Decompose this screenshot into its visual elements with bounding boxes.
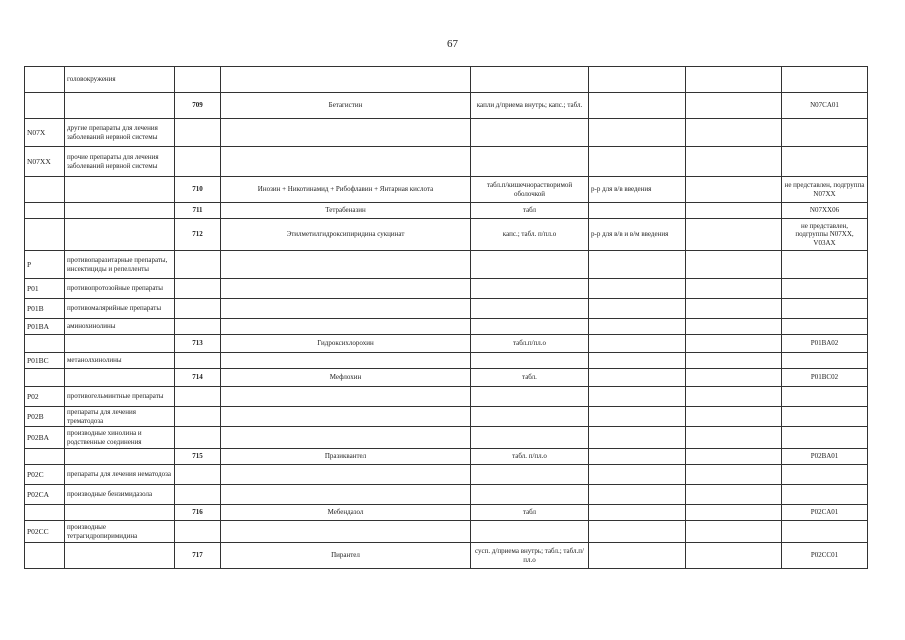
injection-form	[589, 465, 686, 485]
table-row	[25, 279, 868, 299]
group-name	[65, 369, 175, 387]
atc-code: P02CC01	[782, 543, 868, 569]
atc-group-code	[25, 369, 65, 387]
table-row	[25, 177, 868, 203]
table-row	[25, 387, 868, 407]
atc-group-code	[25, 335, 65, 353]
table-row	[25, 67, 868, 93]
dosage-form	[471, 353, 589, 369]
item-number: 716	[175, 505, 221, 521]
extra-cell	[686, 147, 782, 177]
drug-name	[221, 353, 471, 369]
drug-name	[221, 387, 471, 407]
dosage-form: табл	[471, 203, 589, 219]
atc-group-code	[25, 449, 65, 465]
extra-cell	[686, 177, 782, 203]
item-number	[175, 387, 221, 407]
item-number	[175, 67, 221, 93]
drug-name: Пирантел	[221, 543, 471, 569]
drug-name	[221, 427, 471, 449]
injection-form	[589, 387, 686, 407]
table-row	[25, 119, 868, 147]
atc-code	[782, 319, 868, 335]
dosage-form	[471, 299, 589, 319]
injection-form	[589, 427, 686, 449]
injection-form	[589, 505, 686, 521]
extra-cell	[686, 219, 782, 251]
atc-group-code: P	[25, 251, 65, 279]
atc-group-code: P02C	[25, 465, 65, 485]
drug-name: Инозин + Никотинамид + Рибофлавин + Янтарная кислота	[221, 177, 471, 203]
table-row	[25, 465, 868, 485]
atc-code	[782, 279, 868, 299]
atc-group-code	[25, 93, 65, 119]
injection-form	[589, 335, 686, 353]
dosage-form: табл	[471, 505, 589, 521]
drug-name	[221, 299, 471, 319]
extra-cell	[686, 67, 782, 93]
dosage-form: капс.; табл. п/пл.о	[471, 219, 589, 251]
drug-name	[221, 465, 471, 485]
atc-code: N07CA01	[782, 93, 868, 119]
injection-form: р-р для в/в и в/м введения	[589, 219, 686, 251]
dosage-form	[471, 119, 589, 147]
dosage-form	[471, 67, 589, 93]
group-name: прочие препараты для лечения заболеваний нервной системы	[65, 147, 175, 177]
extra-cell	[686, 449, 782, 465]
group-name: головокружения	[65, 67, 175, 93]
item-number	[175, 119, 221, 147]
table-row	[25, 427, 868, 449]
extra-cell	[686, 299, 782, 319]
atc-group-code: P02BA	[25, 427, 65, 449]
atc-code: P02CA01	[782, 505, 868, 521]
drug-name	[221, 407, 471, 427]
atc-group-code: N07X	[25, 119, 65, 147]
group-name: аминохинолины	[65, 319, 175, 335]
table-row	[25, 521, 868, 543]
drug-name: Гидроксихлорохин	[221, 335, 471, 353]
injection-form	[589, 67, 686, 93]
atc-group-code: P01B	[25, 299, 65, 319]
item-number	[175, 319, 221, 335]
drug-name: Мебендазол	[221, 505, 471, 521]
group-name: производные тетрагидропиримидина	[65, 521, 175, 543]
extra-cell	[686, 485, 782, 505]
table-row	[25, 353, 868, 369]
injection-form	[589, 119, 686, 147]
item-number	[175, 279, 221, 299]
group-name: производные бензимидазола	[65, 485, 175, 505]
group-name: противогельминтные препараты	[65, 387, 175, 407]
atc-code	[782, 407, 868, 427]
atc-code	[782, 427, 868, 449]
dosage-form: сусп. д/приема внутрь; табл.; табл.п/пл.о	[471, 543, 589, 569]
atc-group-code: P02B	[25, 407, 65, 427]
item-number	[175, 251, 221, 279]
extra-cell	[686, 251, 782, 279]
extra-cell	[686, 465, 782, 485]
atc-code	[782, 521, 868, 543]
table-row	[25, 299, 868, 319]
injection-form	[589, 407, 686, 427]
group-name	[65, 335, 175, 353]
group-name: препараты для лечения трематодоза	[65, 407, 175, 427]
extra-cell	[686, 521, 782, 543]
table-row	[25, 505, 868, 521]
drug-name	[221, 485, 471, 505]
item-number: 710	[175, 177, 221, 203]
item-number	[175, 427, 221, 449]
group-name	[65, 203, 175, 219]
atc-code	[782, 119, 868, 147]
injection-form	[589, 369, 686, 387]
item-number	[175, 465, 221, 485]
dosage-form: табл. п/пл.о	[471, 449, 589, 465]
injection-form	[589, 299, 686, 319]
item-number	[175, 485, 221, 505]
dosage-form	[471, 407, 589, 427]
item-number: 712	[175, 219, 221, 251]
injection-form	[589, 93, 686, 119]
group-name: противомалярийные препараты	[65, 299, 175, 319]
extra-cell	[686, 543, 782, 569]
table-body	[25, 67, 868, 569]
drug-name	[221, 279, 471, 299]
dosage-form	[471, 521, 589, 543]
atc-group-code	[25, 543, 65, 569]
group-name	[65, 505, 175, 521]
extra-cell	[686, 387, 782, 407]
dosage-form	[471, 251, 589, 279]
table-row	[25, 485, 868, 505]
item-number: 713	[175, 335, 221, 353]
drug-name	[221, 147, 471, 177]
item-number: 717	[175, 543, 221, 569]
extra-cell	[686, 203, 782, 219]
extra-cell	[686, 427, 782, 449]
injection-form	[589, 279, 686, 299]
atc-code: не представлен, подгруппы N07XX, V03AX	[782, 219, 868, 251]
group-name: производные хинолина и родственные соединения	[65, 427, 175, 449]
dosage-form	[471, 427, 589, 449]
item-number	[175, 521, 221, 543]
drug-name	[221, 67, 471, 93]
injection-form	[589, 449, 686, 465]
item-number	[175, 147, 221, 177]
group-name: метанолхинолины	[65, 353, 175, 369]
extra-cell	[686, 93, 782, 119]
atc-group-code: P02	[25, 387, 65, 407]
atc-code: не представлен, подгруппа N07XX	[782, 177, 868, 203]
table-row	[25, 407, 868, 427]
atc-group-code	[25, 505, 65, 521]
atc-group-code: P02CC	[25, 521, 65, 543]
item-number	[175, 299, 221, 319]
dosage-form	[471, 387, 589, 407]
group-name: противопаразитарные препараты, инсектициды и репелленты	[65, 251, 175, 279]
drug-name: Тетрабеназин	[221, 203, 471, 219]
dosage-form: табл.	[471, 369, 589, 387]
dosage-form: капли д/приема внутрь; капс.; табл.	[471, 93, 589, 119]
atc-group-code	[25, 67, 65, 93]
atc-group-code	[25, 219, 65, 251]
atc-code	[782, 485, 868, 505]
dosage-form	[471, 147, 589, 177]
dosage-form	[471, 465, 589, 485]
drug-name	[221, 521, 471, 543]
table-row	[25, 543, 868, 569]
item-number	[175, 353, 221, 369]
atc-code	[782, 465, 868, 485]
injection-form: р-р для в/в введения	[589, 177, 686, 203]
table-row	[25, 203, 868, 219]
extra-cell	[686, 407, 782, 427]
table-row	[25, 335, 868, 353]
injection-form	[589, 485, 686, 505]
drug-name: Бетагистин	[221, 93, 471, 119]
group-name	[65, 449, 175, 465]
table-row	[25, 251, 868, 279]
atc-group-code: P01	[25, 279, 65, 299]
drug-registry-table	[24, 66, 868, 569]
group-name: другие препараты для лечения заболеваний нервной системы	[65, 119, 175, 147]
atc-group-code	[25, 203, 65, 219]
item-number: 715	[175, 449, 221, 465]
group-name	[65, 177, 175, 203]
extra-cell	[686, 353, 782, 369]
atc-group-code: P02CA	[25, 485, 65, 505]
dosage-form: табл.п/пл.о	[471, 335, 589, 353]
group-name	[65, 219, 175, 251]
table-row	[25, 93, 868, 119]
atc-code	[782, 299, 868, 319]
extra-cell	[686, 279, 782, 299]
extra-cell	[686, 319, 782, 335]
page-number: 67	[447, 38, 458, 50]
extra-cell	[686, 369, 782, 387]
dosage-form: табл.п/кишечнорастворимой оболочкой	[471, 177, 589, 203]
item-number: 711	[175, 203, 221, 219]
extra-cell	[686, 335, 782, 353]
dosage-form	[471, 319, 589, 335]
atc-code	[782, 67, 868, 93]
extra-cell	[686, 119, 782, 147]
atc-code	[782, 251, 868, 279]
drug-name: Празиквантел	[221, 449, 471, 465]
item-number	[175, 407, 221, 427]
atc-code: P02BA01	[782, 449, 868, 465]
atc-code	[782, 147, 868, 177]
injection-form	[589, 353, 686, 369]
group-name	[65, 93, 175, 119]
dosage-form	[471, 485, 589, 505]
table-row	[25, 147, 868, 177]
item-number: 714	[175, 369, 221, 387]
drug-name: Мефлохин	[221, 369, 471, 387]
atc-group-code	[25, 177, 65, 203]
injection-form	[589, 319, 686, 335]
table-row	[25, 219, 868, 251]
group-name: препараты для лечения нематодоза	[65, 465, 175, 485]
table-row	[25, 369, 868, 387]
dosage-form	[471, 279, 589, 299]
extra-cell	[686, 505, 782, 521]
drug-name	[221, 119, 471, 147]
atc-code: P01BC02	[782, 369, 868, 387]
table-row	[25, 449, 868, 465]
atc-code: P01BA02	[782, 335, 868, 353]
item-number: 709	[175, 93, 221, 119]
injection-form	[589, 543, 686, 569]
injection-form	[589, 203, 686, 219]
group-name	[65, 543, 175, 569]
injection-form	[589, 521, 686, 543]
atc-group-code: N07XX	[25, 147, 65, 177]
table-row	[25, 319, 868, 335]
injection-form	[589, 147, 686, 177]
atc-group-code: P01BA	[25, 319, 65, 335]
atc-group-code: P01BC	[25, 353, 65, 369]
drug-name	[221, 251, 471, 279]
atc-code	[782, 387, 868, 407]
group-name: противопротозойные препараты	[65, 279, 175, 299]
injection-form	[589, 251, 686, 279]
drug-name: Этилметилгидроксипиридина сукцинат	[221, 219, 471, 251]
atc-code: N07XX06	[782, 203, 868, 219]
atc-code	[782, 353, 868, 369]
drug-name	[221, 319, 471, 335]
